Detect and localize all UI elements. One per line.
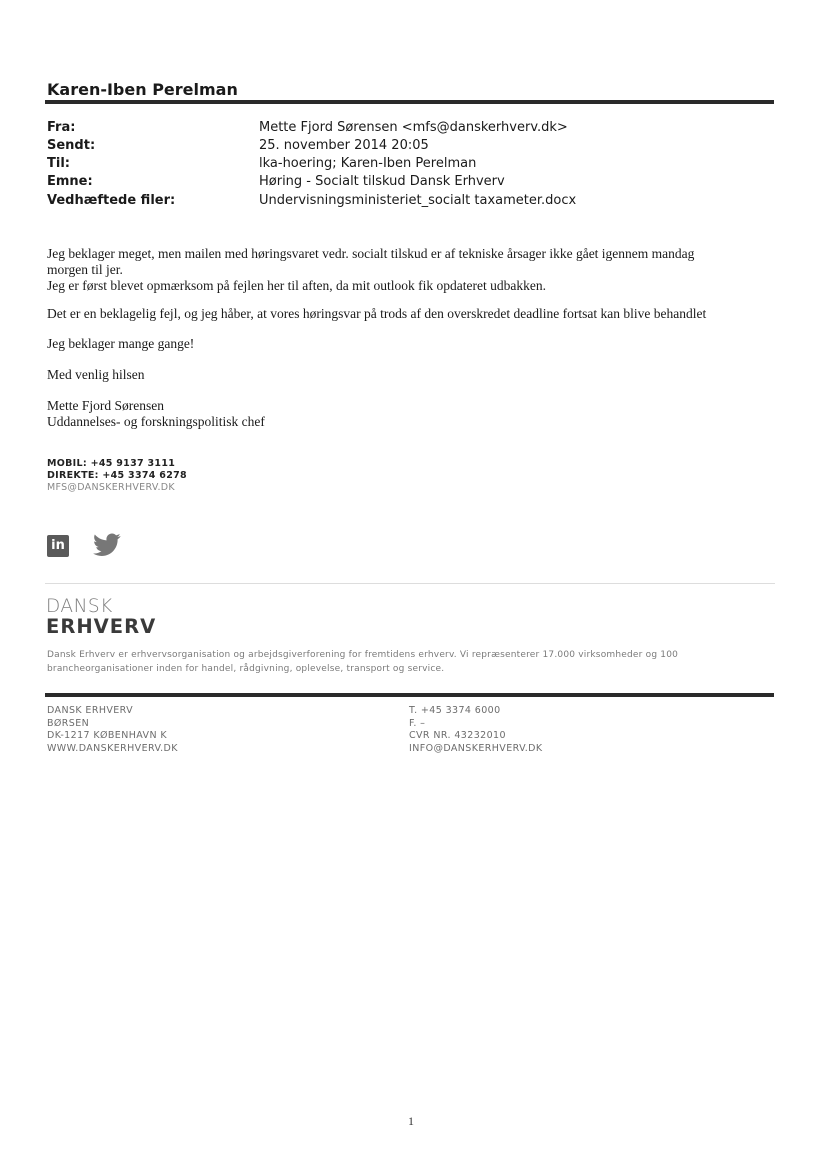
body-line: Jeg beklager meget, men mailen med høringsvaret vedr. socialt tilskud er af tekniske årsager ikke gået igennem mandag: [47, 246, 695, 261]
attachments-label: Vedhæftede filer:: [47, 193, 176, 208]
body-line: Det er en beklagelig fejl, og jeg håber, at vores høringsvar på trods af den overskredet deadline fortsat kan blive behandlet: [47, 306, 707, 321]
closing: [47, 367, 777, 383]
sender-name: Mette Fjord Sørensen: [47, 398, 164, 413]
page-number: 1: [408, 1114, 414, 1128]
signature: [47, 398, 777, 430]
to-value: lka-hoering; Karen-Iben Perelman: [259, 156, 477, 171]
attachments-value: Undervisningsministeriet_socialt taxameter.docx: [259, 193, 577, 208]
footer-address: [47, 705, 178, 755]
from-label: Fra:: [47, 120, 76, 135]
recipient-name: Karen-Iben Perelman: [47, 80, 238, 99]
sent-value: 25. november 2014 20:05: [259, 138, 429, 153]
footer-cvr: CVR NR. 43232010: [409, 730, 506, 741]
body-line: Jeg er først blevet opmærksom på fejlen her til aften, da mit outlook fik opdateret udbakken.: [47, 278, 546, 293]
footer-line: BØRSEN: [47, 717, 90, 729]
footer-line: DK-1217 KØBENHAVN K: [47, 730, 167, 741]
body-paragraph-3: [47, 336, 777, 352]
direct-number: DIREKTE: +45 3374 6278: [47, 470, 187, 481]
sent-label: Sendt:: [47, 138, 96, 153]
logo-line-dansk: DANSK: [46, 596, 113, 617]
footer-website[interactable]: WWW.DANSKERHVERV.DK: [47, 742, 178, 754]
footer-phone: T. +45 3374 6000: [409, 705, 501, 716]
subject-value: Høring - Socialt tilskud Dansk Erhverv: [259, 174, 505, 189]
sender-title: Uddannelses- og forskningspolitisk chef: [47, 414, 265, 429]
footer-fax: F. –: [409, 717, 426, 729]
body-paragraph-2: [47, 306, 777, 322]
closing-line: Med venlig hilsen: [47, 367, 145, 382]
email-address[interactable]: MFS@DANSKERHVERV.DK: [47, 482, 175, 493]
to-label: Til:: [47, 156, 70, 171]
twitter-icon[interactable]: [93, 533, 121, 557]
from-value: Mette Fjord Sørensen <mfs@danskerhverv.dk>: [259, 120, 568, 135]
header-divider: [45, 100, 774, 104]
organisation-tagline: [47, 649, 777, 676]
logo-line-erhverv: ERHVERV: [46, 615, 157, 638]
mobile-number: MOBIL: +45 9137 3111: [47, 458, 176, 469]
tagline-line: brancheorganisationer inden for handel, rådgivning, oplevelse, transport og service.: [47, 663, 445, 674]
contact-block: [47, 458, 187, 494]
footer-divider: [45, 693, 774, 697]
section-divider: [45, 583, 775, 584]
linkedin-icon[interactable]: in: [47, 535, 69, 557]
tagline-line: Dansk Erhverv er erhvervsorganisation og arbejdsgiverforening for fremtidens erhverv. Vi repræsenterer 17.000 virksomheder og 100: [47, 650, 679, 660]
footer-contact: [409, 705, 543, 755]
footer-line: DANSK ERHVERV: [47, 705, 134, 716]
body-line: Jeg beklager mange gange!: [47, 336, 195, 351]
footer-email[interactable]: INFO@DANSKERHVERV.DK: [409, 742, 543, 754]
body-line: morgen til jer.: [47, 262, 123, 277]
body-paragraph-1: [47, 246, 777, 294]
subject-label: Emne:: [47, 174, 93, 189]
